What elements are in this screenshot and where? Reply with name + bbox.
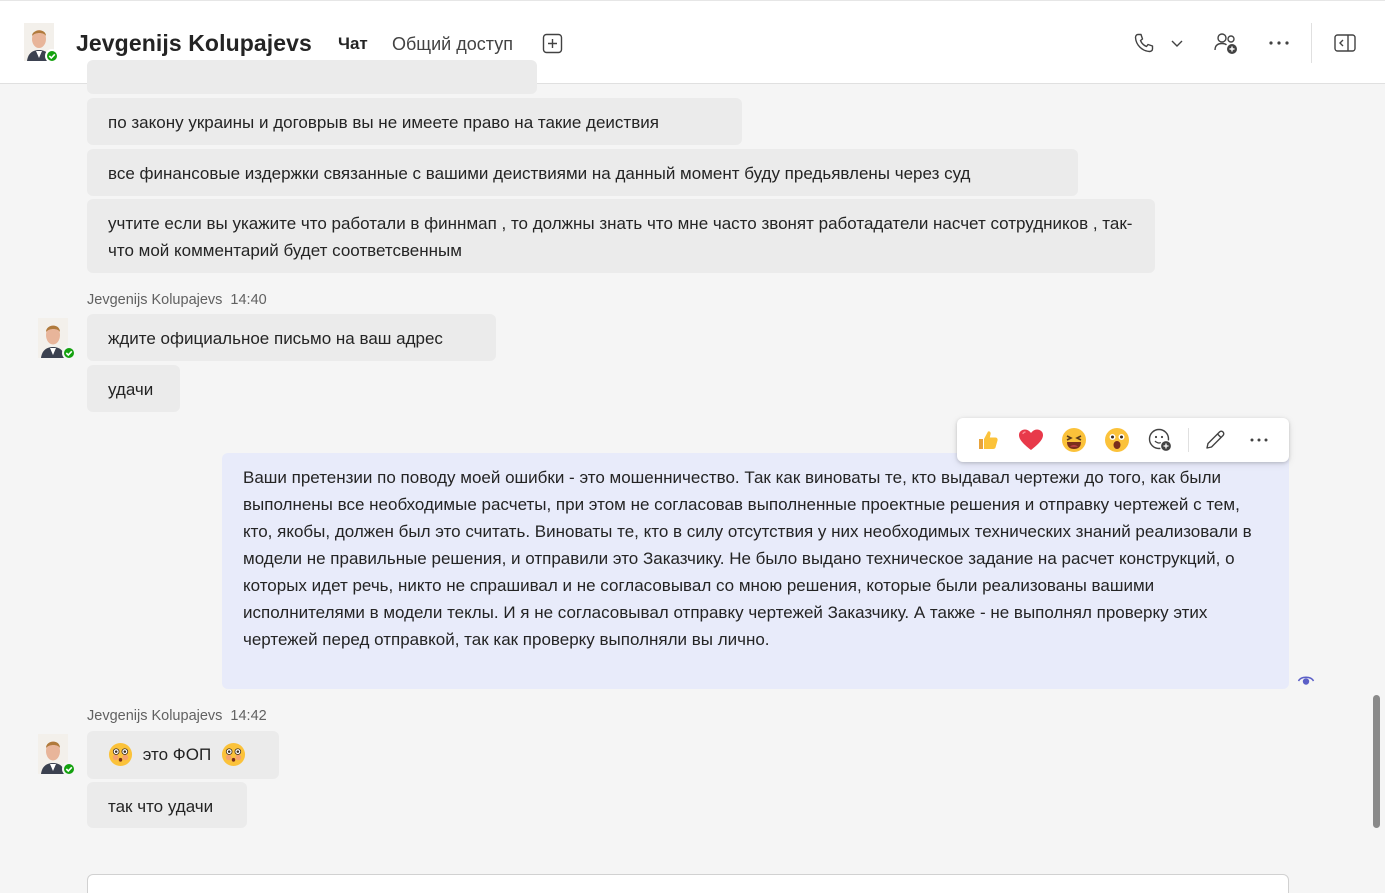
sender-avatar[interactable]: [38, 734, 72, 778]
message-bubble[interactable]: [87, 731, 279, 779]
message-time: 14:40: [230, 292, 267, 308]
seen-eye-icon: [1297, 673, 1315, 687]
sender-name: Jevgenijs Kolupajevs: [87, 292, 223, 308]
header-divider: [1311, 23, 1312, 63]
add-reaction-icon[interactable]: [1147, 427, 1173, 453]
message-text: ждите официальное письмо на ваш адрес: [108, 329, 443, 348]
more-options-icon[interactable]: [1265, 29, 1293, 57]
message-text: по закону украины и договрыв вы не имеете право на такие деиствия: [108, 113, 659, 132]
contact-name: Jevgenijs Kolupajevs: [76, 30, 312, 56]
message-meta: [87, 708, 267, 724]
message-meta: [87, 292, 267, 308]
message-bubble-partial: [87, 60, 537, 94]
add-tab-icon[interactable]: [542, 33, 563, 54]
phone-icon[interactable]: [1130, 29, 1158, 57]
heart-reaction-icon[interactable]: [1018, 427, 1044, 453]
message-bubble[interactable]: [87, 314, 496, 361]
laugh-reaction-icon[interactable]: [1061, 427, 1087, 453]
more-actions-icon[interactable]: [1246, 427, 1272, 453]
compose-message-box[interactable]: [87, 874, 1289, 893]
message-bubble[interactable]: [87, 98, 742, 145]
open-side-panel-icon[interactable]: [1331, 29, 1359, 57]
sender-avatar[interactable]: [38, 318, 72, 362]
message-bubble[interactable]: [87, 365, 180, 412]
tab-shared[interactable]: Общий доступ: [392, 34, 513, 54]
edit-icon[interactable]: [1202, 427, 1228, 453]
tab-chat[interactable]: Чат: [338, 34, 368, 53]
message-text: Ваши претензии по поводу моей ошибки - это мошенничество. Так как виноваты те, кто выдавал чертежи до того, как были выполнены все необходимые расчеты, при этом не согласовав выполненные проектные решения и отправку чертежей с тем, кто, якобы, должен был это считать. Виноваты те, кто в силу отсутствия у них необходимых технических знаний реализовали в модели не правильные решения, и отправили это Заказчику. Не было выдано техническое задание на расчет конструкций, о которых идет речь, никто не спрашивал и не согласовывал со мною решения, которые были реализованы вашими исполнителями в модели теклы. И я не согласовывал отправку чертежей Заказчику. А также - не выполнял проверку этих чертежей перед отправкой, так как проверку выполняли вы лично.: [243, 468, 1252, 649]
action-bar-divider: [1188, 428, 1189, 452]
sender-name: Jevgenijs Kolupajevs: [87, 708, 223, 724]
add-people-icon[interactable]: [1212, 29, 1240, 57]
my-message-bubble[interactable]: [222, 453, 1289, 689]
message-text: так что удачи: [108, 797, 214, 816]
message-bubble[interactable]: [87, 149, 1078, 196]
message-text: все финансовые издержки связанные с вашими деиствиями на данный момент буду предьявлены через суд: [108, 164, 971, 183]
message-text: учтите если вы укажите что работали в финнмап , то должны знать что мне часто звонят работадатели насчет сотрудников , так- что мой комментарий будет соответсвенным: [108, 214, 1133, 260]
contact-avatar[interactable]: [24, 23, 60, 63]
message-time: 14:42: [230, 708, 267, 724]
surprised-reaction-icon[interactable]: [1104, 427, 1130, 453]
scrollbar-thumb[interactable]: [1373, 695, 1380, 828]
message-text: это ФОП: [142, 745, 212, 765]
chevron-down-icon[interactable]: [1163, 29, 1191, 57]
message-bubble[interactable]: [87, 199, 1155, 273]
like-reaction-icon[interactable]: [975, 427, 1001, 453]
woozy-face-icon: [221, 742, 246, 767]
message-text: удачи: [108, 380, 154, 399]
woozy-face-icon: [108, 742, 133, 767]
message-bubble[interactable]: [87, 782, 247, 828]
message-action-bar: [957, 418, 1289, 462]
